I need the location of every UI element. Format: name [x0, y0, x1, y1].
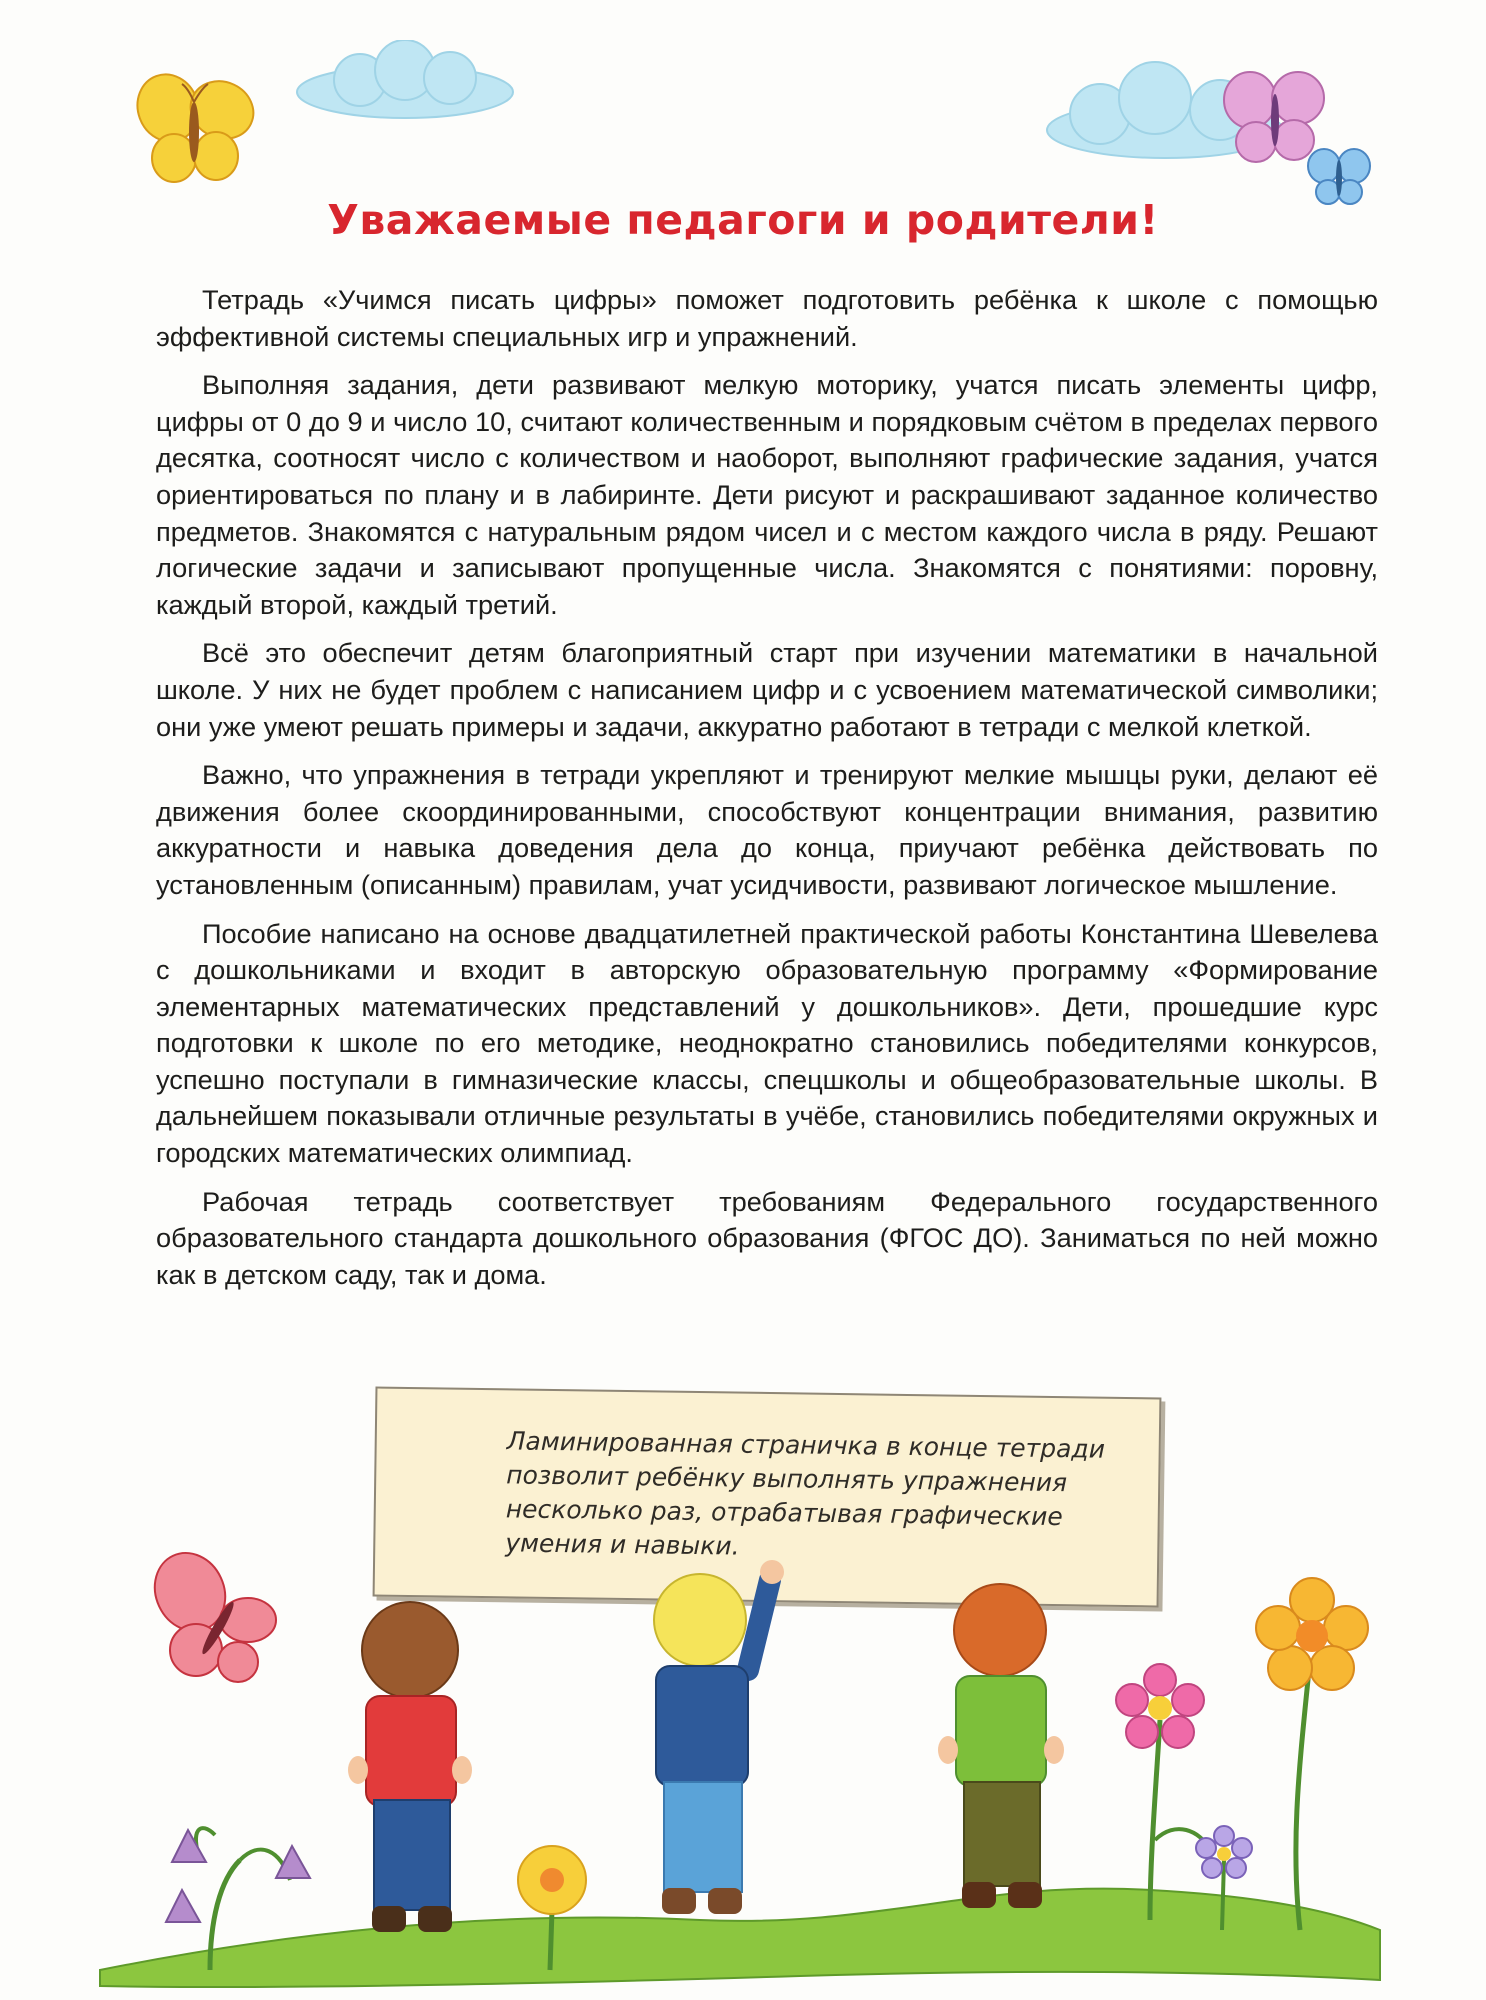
- paragraph: Всё это обеспечит детям благоприятный старт при изучении математики в начальной школе. У них не будет проблем с написанием цифр и с усвоением математической символики; они уже умеют решать примеры и задачи, аккуратно работают в тетради с мелкой клеткой.: [156, 637, 1378, 742]
- paragraph: Пособие написано на основе двадцатилетней практической работы Константина Шевелева с дошкольниками и входит в авторскую образовательную программу «Формирование элементарных математических представлений у дошкольников». Дети, прошедшие курс подготовки к школе по его методике, неоднократно становились победителями конкурсов, успешно поступали в гимназические классы, спецшколы и общеобразовательные школы. В дальнейшем показывали отличные результаты в учёбе, становились победителями окружных и городских математических олимпиад.: [156, 917, 1378, 1169]
- butterfly-red-icon: [142, 1541, 276, 1682]
- flower-orange-icon: [1256, 1578, 1368, 1930]
- children-scene-illustration: [0, 1500, 1486, 2000]
- child-figure: [348, 1602, 472, 1932]
- note-text: Ламинированная страничка в конце тетради позволит ребёнку выполнять упражнения несколько раз, отрабатывая графические умения и навыки.: [505, 1426, 1106, 1561]
- butterfly-yellow-icon: [130, 70, 260, 190]
- paragraph: Тетрадь «Учимся писать цифры» поможет подготовить ребёнка к школе с помощью эффективной системы специальных игр и упражнений.: [156, 284, 1378, 352]
- paragraph: Выполняя задания, дети развивают мелкую моторику, учатся писать элементы цифр, цифры от 0 до 9 и число 10, считают количественным и порядковым счётом в пределах первого десятка, соотносят число с количеством и наоборот, выполняют графические задания, учатся ориентироваться по плану и в лабиринте. Дети рисуют и раскрашивают заданное количество предметов. Знакомятся с натуральным рядом чисел и с местом каждого числа в ряду. Решают логические задачи и записывают пропущенные числа. Знакомятся с понятиями: поровну, каждый второй, каждый третий.: [156, 369, 1378, 620]
- child-figure: [938, 1584, 1064, 1908]
- paragraph: Рабочая тетрадь соответствует требованиям Федерального государственного образовательного стандарта дошкольного образования (ФГОС ДО). Заниматься по ней можно как в детском саду, так и дома.: [156, 1185, 1378, 1290]
- cloud-left-icon: [290, 40, 520, 120]
- paragraph: Важно, что упражнения в тетради укрепляют и тренируют мелкие мышцы руки, делают её движения более скоординированными, способствуют концентрации внимания, развитию аккуратности и навыка доведения дела до конца, приучают ребёнка действовать по установленным (описанным) правилам, учат усидчивости, развивают логическое мышление.: [156, 759, 1378, 900]
- child-figure: [654, 1560, 784, 1914]
- flower-pink-icon: [1116, 1664, 1210, 1920]
- intro-text: [156, 282, 1378, 1305]
- page-title: Уважаемые педагоги и родители!: [327, 196, 1159, 244]
